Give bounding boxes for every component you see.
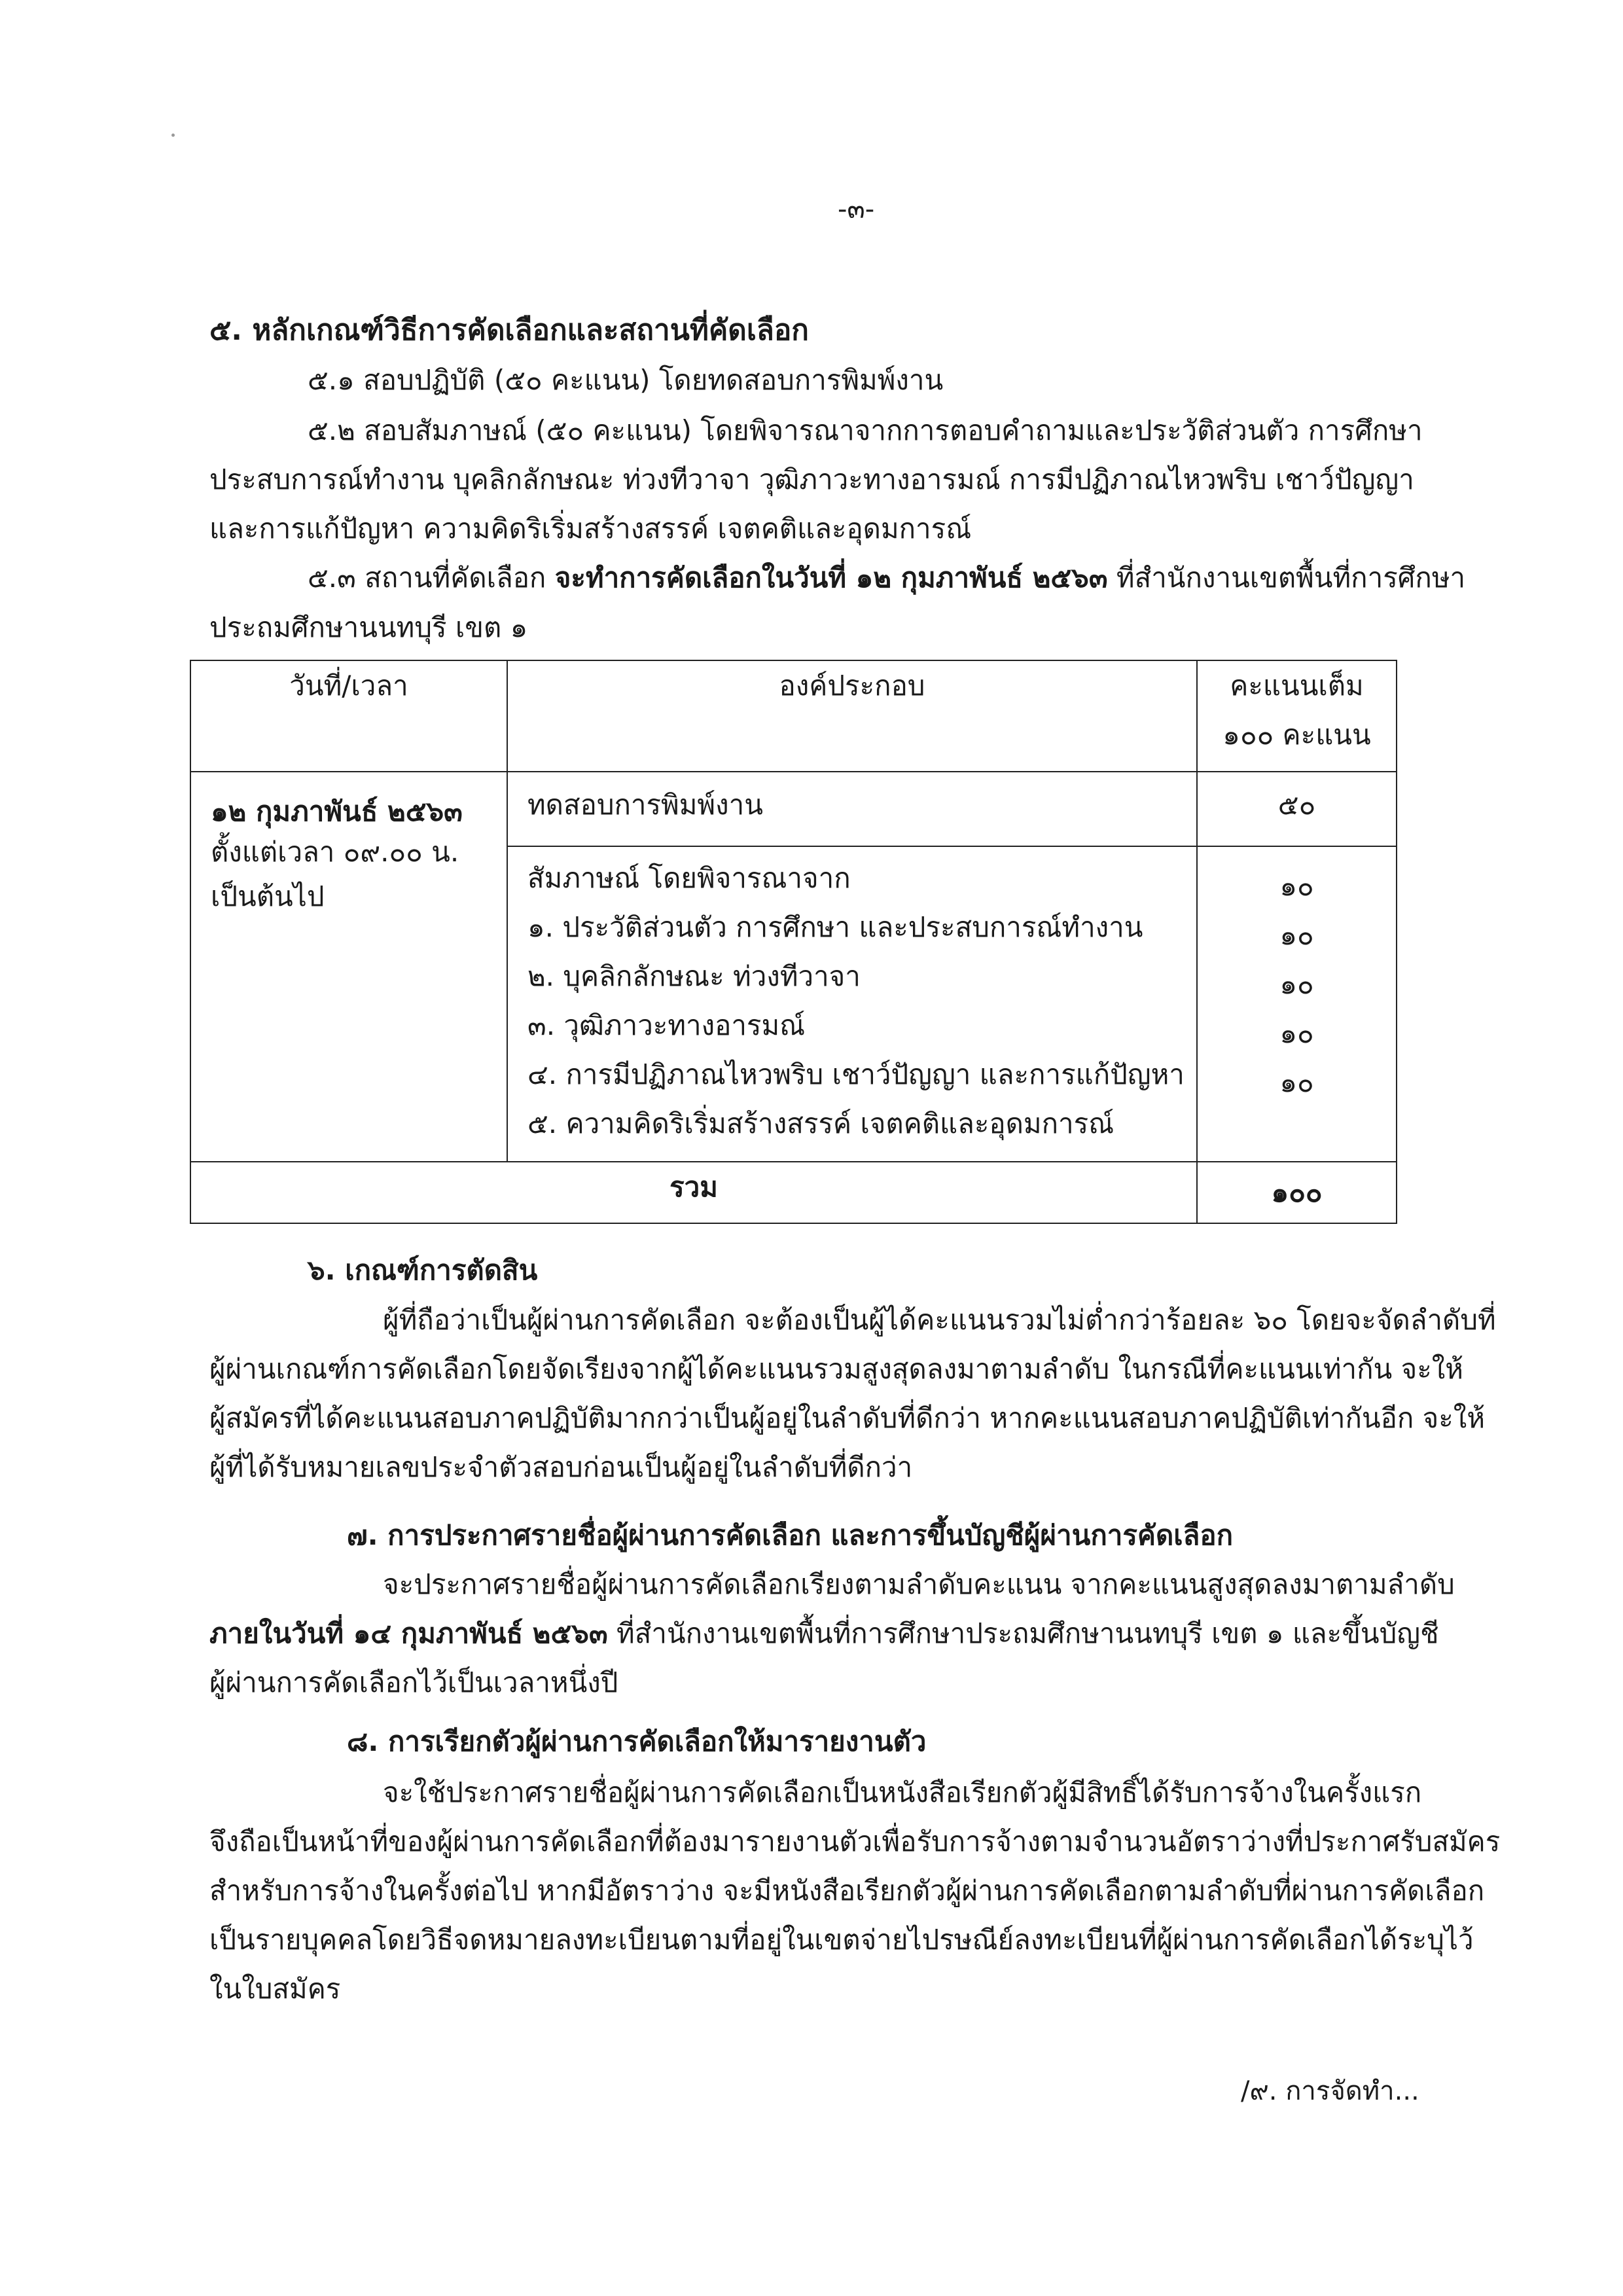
section7-heading: ๗. การประกาศรายชื่อผู้ผ่านการคัดเลือก และการขึ้นบัญชีผู้ผ่านการคัดเลือก bbox=[347, 1519, 1234, 1551]
section7-line2 bbox=[209, 1617, 1439, 1649]
interview-cell: สัมภาษณ์ โดยพิจารณาจาก ๑. ประวัติส่วนตัว การศึกษา และประสบการณ์ทำงาน ๒. บุคลิกลักษณะ ท่วงทีวาจา ๓. วุฒิภาวะทางอารมณ์ ๔. การมีปฏิภาณไหวพริบ เชาว์ปัญญา และการแก้ปัญหา ๕. ความคิดริเริ่มสร้างสรรค์ เจตคติและอุดมการณ์ bbox=[507, 846, 1197, 1162]
section5-heading: ๕. หลักเกณฑ์วิธีการคัดเลือกและสถานที่คัดเลือก bbox=[209, 314, 809, 347]
section6-line4: ผู้ที่ได้รับหมายเลขประจำตัวสอบก่อนเป็นผู้อยู่ในลำดับที่ดีกว่า bbox=[209, 1451, 913, 1483]
section7-line1: จะประกาศรายชื่อผู้ผ่านการคัดเลือกเรียงตามลำดับคะแนน จากคะแนนสูงสุดลงมาตามลำดับ bbox=[383, 1568, 1455, 1600]
section6-line2: ผู้ผ่านเกณฑ์การคัดเลือกโดยจัดเรียงจากผู้ได้คะแนนรวมสูงสุดลงมาตามลำดับ ในกรณีที่คะแนนเท่ากัน จะให้ bbox=[209, 1353, 1463, 1385]
section8-line1: จะใช้ประกาศรายชื่อผู้ผ่านการคัดเลือกเป็นหนังสือเรียกตัวผู้มีสิทธิ์ได้รับการจ้างในครั้งแรก bbox=[383, 1776, 1422, 1808]
table-header-row bbox=[190, 660, 1397, 772]
section5-item3-date: จะทำการคัดเลือกในวันที่ ๑๒ กุมภาพันธ์ ๒๕๖๓ bbox=[554, 562, 1108, 594]
header-date: วันที่/เวลา bbox=[190, 660, 507, 772]
section8-line5: ในใบสมัคร bbox=[209, 1973, 341, 2005]
row1-component: ทดสอบการพิมพ์งาน bbox=[507, 772, 1197, 846]
section5-item2-line3: และการแก้ปัญหา ความคิดริเริ่มสร้างสรรค์ เจตคติและอุดมการณ์ bbox=[209, 512, 972, 545]
page-number: -๓- bbox=[838, 194, 875, 224]
section6-line3: ผู้สมัครที่ได้คะแนนสอบภาคปฏิบัติมากกว่าเป็นผู้อยู่ในลำดับที่ดีกว่า หากคะแนนสอบภาคปฏิบัติเท่ากันอีก จะให้ bbox=[209, 1402, 1486, 1434]
total-score: ๑๐๐ bbox=[1197, 1162, 1397, 1223]
row1-score: ๕๐ bbox=[1197, 772, 1397, 846]
section8-line2: จึงถือเป็นหน้าที่ของผู้ผ่านการคัดเลือกที่ต้องมารายงานตัวเพื่อรับการจ้างตามจำนวนอัตราว่างที่ประกาศรับสมัคร bbox=[209, 1825, 1501, 1857]
interview-scores: ๑๐ ๑๐ ๑๐ ๑๐ ๑๐ bbox=[1197, 846, 1397, 1162]
section6-line1: ผู้ที่ถือว่าเป็นผู้ผ่านการคัดเลือก จะต้องเป็นผู้ได้คะแนนรวมไม่ต่ำกว่าร้อยละ ๖๐ โดยจะจัดลำดับที่ bbox=[383, 1304, 1496, 1336]
section5-item2-line2: ประสบการณ์ทำงาน บุคลิกลักษณะ ท่วงทีวาจา วุฒิภาวะทางอารมณ์ การมีปฏิภาณไหวพริบ เชาว์ปัญญา bbox=[209, 463, 1414, 495]
section5-item2-line1: ๕.๒ สอบสัมภาษณ์ (๕๐ คะแนน) โดยพิจารณาจากการตอบคำถามและประวัติส่วนตัว การศึกษา bbox=[308, 414, 1423, 446]
section5-item3-line2: ประถมศึกษานนทบุรี เขต ๑ bbox=[209, 611, 528, 643]
section7-line3: ผู้ผ่านการคัดเลือกไว้เป็นเวลาหนึ่งปี bbox=[209, 1666, 618, 1698]
section7-deadline: ภายในวันที่ ๑๔ กุมภาพันธ์ ๒๕๖๓ bbox=[209, 1617, 608, 1649]
table-total-row bbox=[190, 1162, 1397, 1223]
section8-heading: ๘. การเรียกตัวผู้ผ่านการคัดเลือกให้มารายงานตัว bbox=[347, 1725, 927, 1757]
section5-item1: ๕.๑ สอบปฏิบัติ (๕๐ คะแนน) โดยทดสอบการพิมพ์งาน bbox=[308, 364, 944, 396]
section5-item3-line1 bbox=[308, 564, 1465, 592]
scan-speck bbox=[171, 134, 175, 137]
table-row bbox=[190, 772, 1397, 846]
score-table bbox=[190, 660, 1397, 1224]
next-page-marker: /๙. การจัดทำ... bbox=[1241, 2076, 1419, 2106]
section5-item3-prefix: ๕.๓ สถานที่คัดเลือก bbox=[308, 562, 546, 594]
header-score: คะแนนเต็ม ๑๐๐ คะแนน bbox=[1197, 660, 1397, 772]
date-cell: ๑๒ กุมภาพันธ์ ๒๕๖๓ ตั้งแต่เวลา ๐๙.๐๐ น. เป็นต้นไป bbox=[190, 772, 507, 1162]
section7-location: ที่สำนักงานเขตพื้นที่การศึกษาประถมศึกษานนทบุรี เขต ๑ และขึ้นบัญชี bbox=[616, 1617, 1439, 1649]
section5-item3-suffix: ที่สำนักงานเขตพื้นที่การศึกษา bbox=[1116, 562, 1466, 594]
section8-line3: สำหรับการจ้างในครั้งต่อไป หากมีอัตราว่าง จะมีหนังสือเรียกตัวผู้ผ่านการคัดเลือกตามลำดับที่ผ่านการคัดเลือก bbox=[209, 1874, 1485, 1907]
section8-line4: เป็นรายบุคคลโดยวิธีจดหมายลงทะเบียนตามที่อยู่ในเขตจ่ายไปรษณีย์ลงทะเบียนที่ผู้ผ่านการคัดเลือกได้ระบุไว้ bbox=[209, 1924, 1474, 1956]
total-label: รวม bbox=[190, 1162, 1197, 1223]
header-component: องค์ประกอบ bbox=[507, 660, 1197, 772]
section6-heading: ๖. เกณฑ์การตัดสิน bbox=[308, 1254, 538, 1286]
